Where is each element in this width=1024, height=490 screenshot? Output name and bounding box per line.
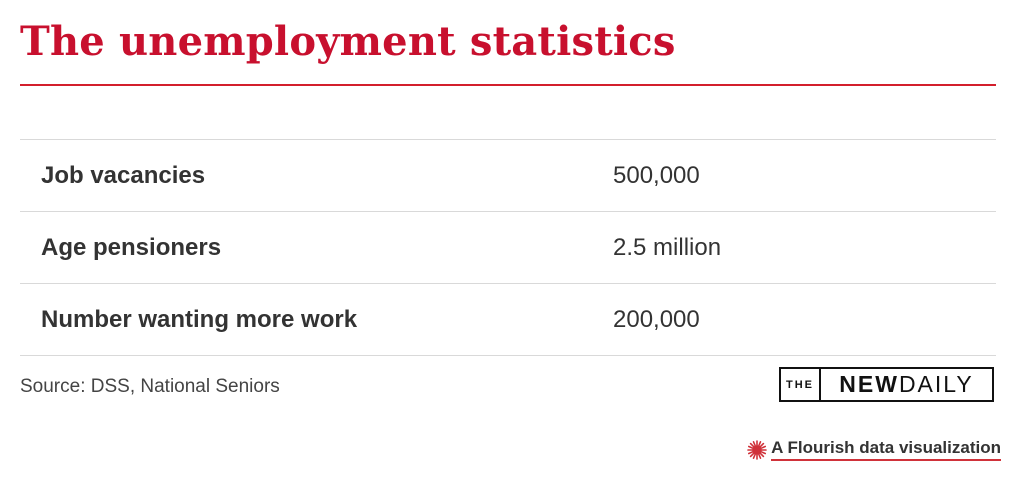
flourish-star-icon [747, 440, 767, 460]
row-label: Number wanting more work [20, 284, 613, 356]
table-row [20, 284, 996, 356]
logo-new: NEW [839, 371, 899, 397]
logo-the: THE [781, 369, 821, 400]
row-label: Age pensioners [20, 212, 613, 284]
title-divider [20, 84, 996, 86]
stats-table [20, 139, 996, 356]
table-row [20, 212, 996, 284]
source-note: Source: DSS, National Seniors [20, 376, 280, 397]
row-label: Job vacancies [20, 140, 613, 212]
page-title: The unemployment statistics [20, 18, 676, 65]
row-value: 200,000 [613, 284, 996, 356]
flourish-label: A Flourish data visualization [771, 438, 1001, 461]
newdaily-logo[interactable] [779, 367, 994, 402]
logo-brand [821, 369, 992, 400]
row-value: 2.5 million [613, 212, 996, 284]
row-value: 500,000 [613, 140, 996, 212]
logo-daily: DAILY [898, 371, 974, 397]
flourish-credit-link[interactable] [747, 438, 1001, 461]
table-row [20, 140, 996, 212]
